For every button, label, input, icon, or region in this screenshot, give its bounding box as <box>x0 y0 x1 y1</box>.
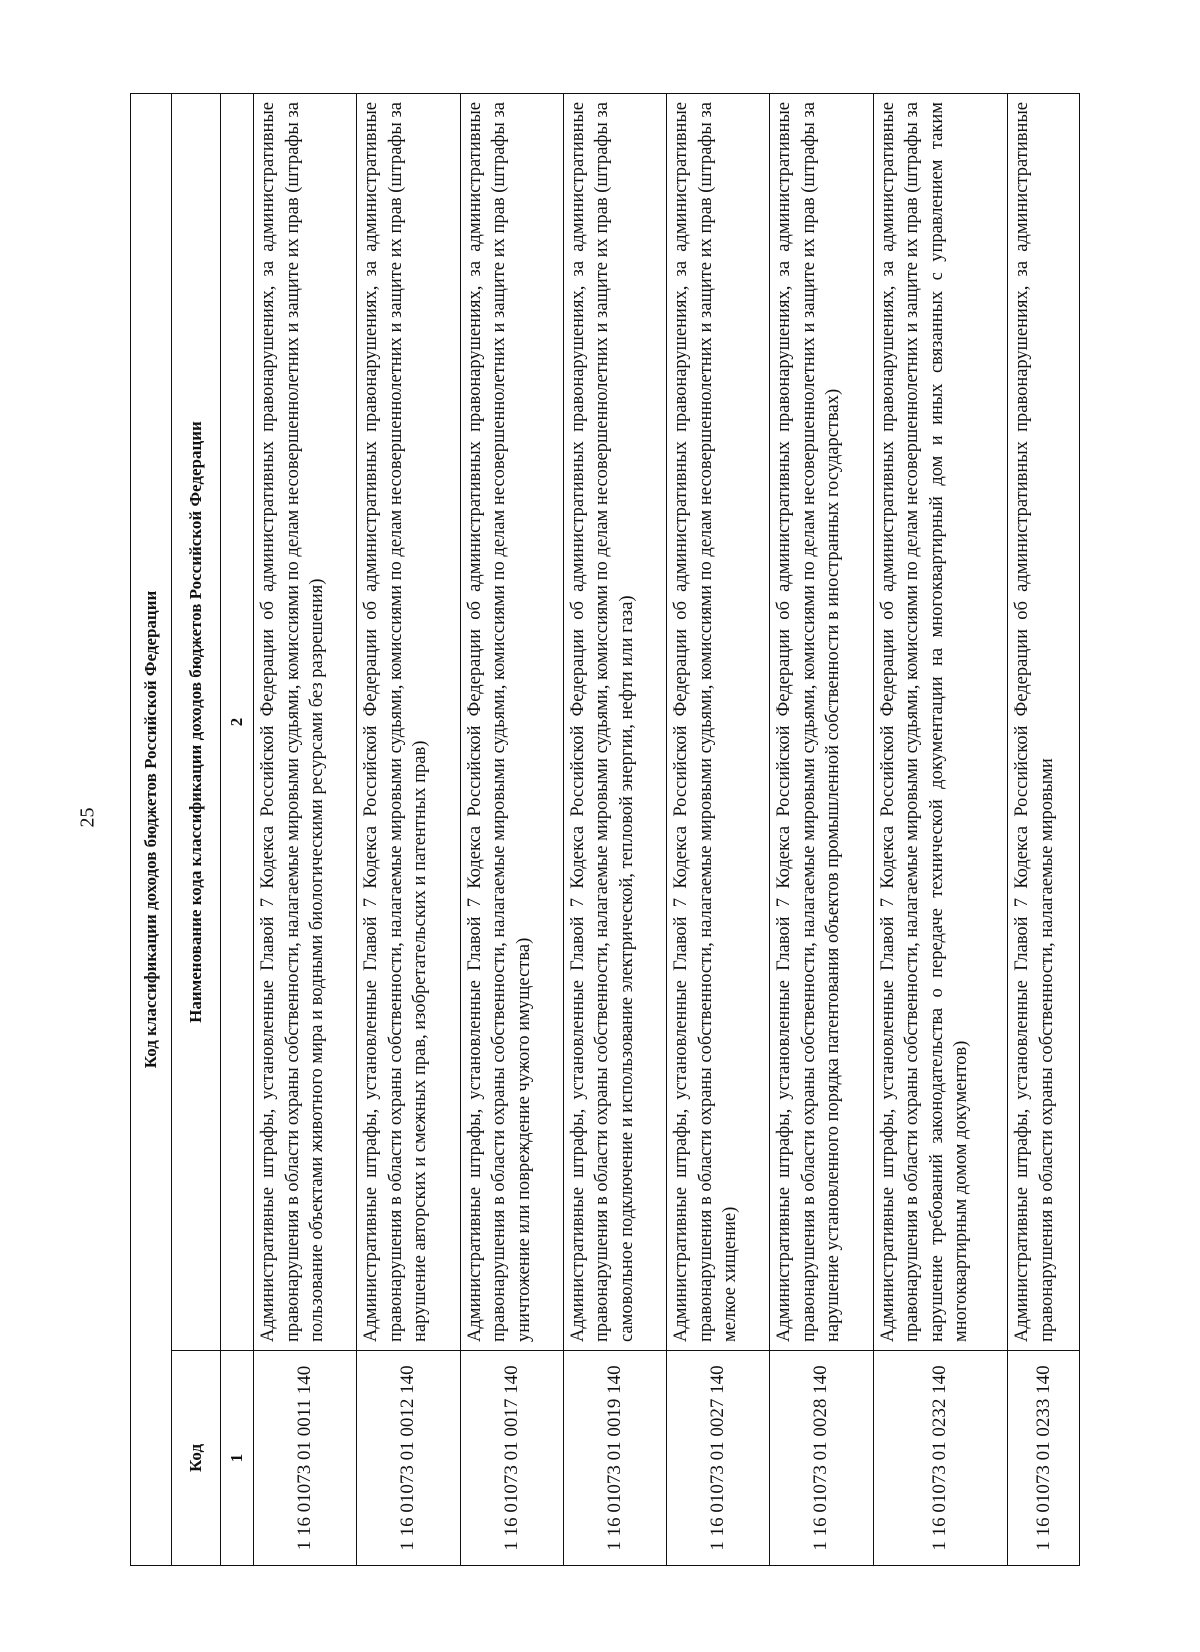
table-row <box>873 93 1008 1565</box>
row-name: Административные штрафы, установленные Главой 7 Кодекса Российской Федерации об административных правонарушениях, за административные правонарушения в области охраны собственности, налагаемые мировыми судьями, комиссиями по делам несовершеннолетних и защите их прав (штрафы за нарушение авторских и смежных прав, изобретательских и патентных прав) <box>357 93 460 1350</box>
row-name: Административные штрафы, установленные Главой 7 Кодекса Российской Федерации об административных правонарушениях, за административные правонарушения в области охраны собственности, налагаемые мировыми судьями, комиссиями по делам несовершеннолетних и защите их прав (штрафы за мелкое хищение) <box>667 93 770 1350</box>
table-header-group: Код классификации доходов бюджетов Российской Федерации <box>131 93 172 1565</box>
row-code: 1 16 01073 01 0028 140 <box>770 1351 873 1566</box>
column-number-2: 2 <box>221 93 254 1350</box>
row-name: Административные штрафы, установленные Главой 7 Кодекса Российской Федерации об административных правонарушениях, за административные правонарушения в области охраны собственности, налагаемые мировыми <box>1008 93 1080 1350</box>
table-row <box>254 93 357 1565</box>
row-code: 1 16 01073 01 0232 140 <box>873 1351 1008 1566</box>
rotated-page-content <box>130 94 1080 1566</box>
table-row <box>460 93 563 1565</box>
column-header-name: Наименование кода классификации доходов бюджетов Российской Федерации <box>172 93 221 1350</box>
row-code: 1 16 01073 01 0027 140 <box>667 1351 770 1566</box>
row-code: 1 16 01073 01 0233 140 <box>1008 1351 1080 1566</box>
row-name: Административные штрафы, установленные Главой 7 Кодекса Российской Федерации об административных правонарушениях, за административные правонарушения в области охраны собственности, налагаемые мировыми судьями, комиссиями по делам несовершеннолетних и защите их прав (штрафы за самовольное подключение и использование электрической, тепловой энергии, нефти или газа) <box>563 93 666 1350</box>
row-code: 1 16 01073 01 0012 140 <box>357 1351 460 1566</box>
row-name: Административные штрафы, установленные Главой 7 Кодекса Российской Федерации об административных правонарушениях, за административные правонарушения в области охраны собственности, налагаемые мировыми судьями, комиссиями по делам несовершеннолетних и защите их прав (штрафы за нарушение установленного порядка патентования объектов промышленной собственности в иностранных государствах) <box>770 93 873 1350</box>
table-row <box>667 93 770 1565</box>
table-row <box>357 93 460 1565</box>
row-code: 1 16 01073 01 0019 140 <box>563 1351 666 1566</box>
column-header-code: Код <box>172 1351 221 1566</box>
row-name: Административные штрафы, установленные Главой 7 Кодекса Российской Федерации об административных правонарушениях, за административные правонарушения в области охраны собственности, налагаемые мировыми судьями, комиссиями по делам несовершеннолетних и защите их прав (штрафы за пользование объектами животного мира и водными биологическими ресурсами без разрешения) <box>254 93 357 1350</box>
row-code: 1 16 01073 01 0017 140 <box>460 1351 563 1566</box>
row-code: 1 16 01073 01 0011 140 <box>254 1351 357 1566</box>
table-row <box>1008 93 1080 1565</box>
row-name: Административные штрафы, установленные Главой 7 Кодекса Российской Федерации об административных правонарушениях, за административные правонарушения в области охраны собственности, налагаемые мировыми судьями, комиссиями по делам несовершеннолетних и защите их прав (штрафы за уничтожение или повреждение чужого имущества) <box>460 93 563 1350</box>
income-codes-table <box>130 93 1080 1566</box>
table-row <box>770 93 873 1565</box>
table-row <box>563 93 666 1565</box>
page-number: 25 <box>76 807 99 828</box>
column-number-1: 1 <box>221 1351 254 1566</box>
row-name: Административные штрафы, установленные Главой 7 Кодекса Российской Федерации об административных правонарушениях, за административные правонарушения в области охраны собственности, налагаемые мировыми судьями, комиссиями по делам несовершеннолетних и защите их прав (штрафы за нарушение требований законодательства о передаче технической документации на многоквартирный дом и иных связанных с управлением таким многоквартирным домом документов) <box>873 93 1008 1350</box>
